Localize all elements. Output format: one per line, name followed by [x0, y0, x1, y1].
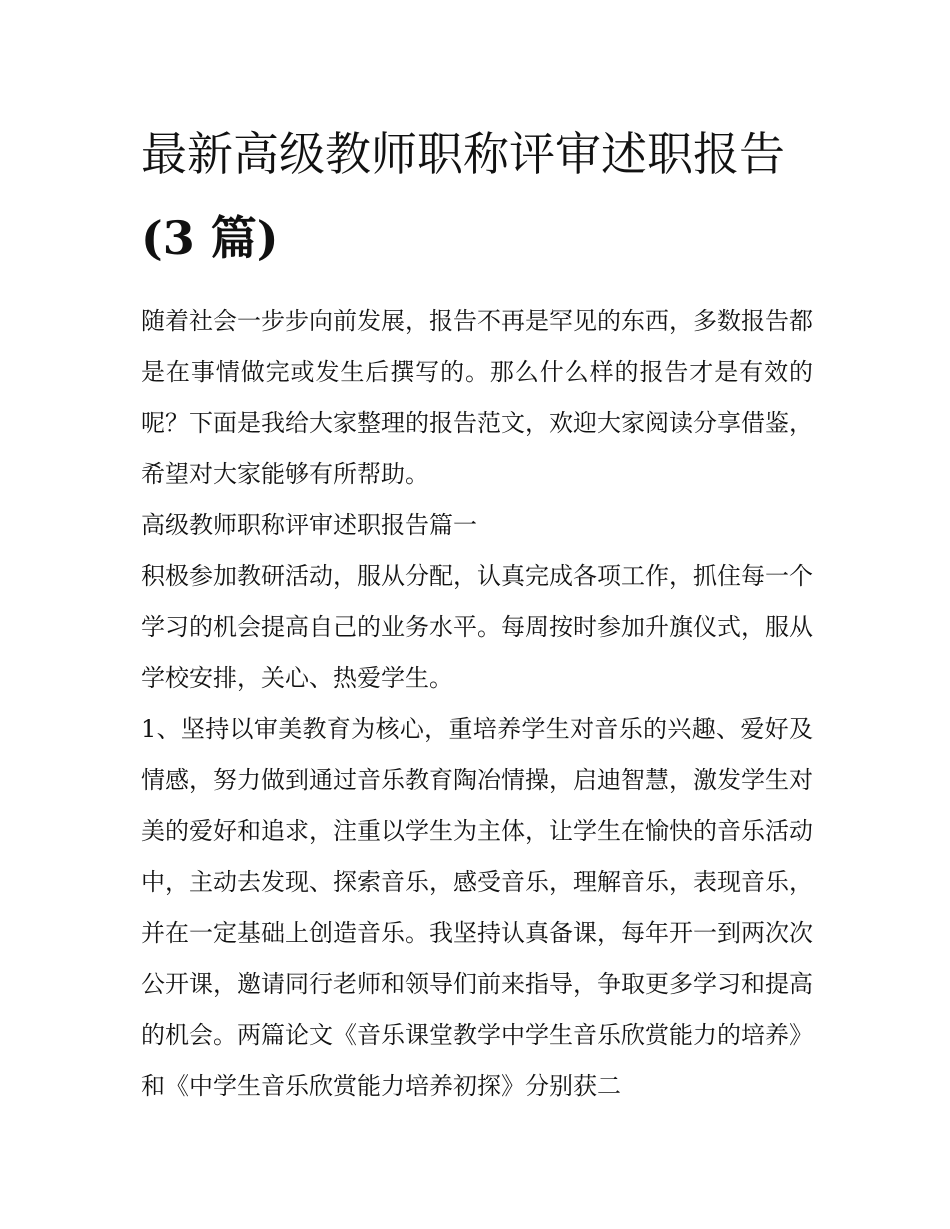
body-paragraph: 积极参加教研活动，服从分配，认真完成各项工作，抓住每一个学习的机会提高自己的业务水平。每周按时参加升旗仪式，服从学校安排，关心、热爱学生。: [141, 562, 813, 692]
section-heading: 高级教师职称评审述职报告篇一: [141, 511, 477, 539]
intro-paragraph: 随着社会一步步向前发展，报告不再是罕见的东西，多数报告都是在事情做完或发生后撰写的。那么什么样的报告才是有效的呢？下面是我给大家整理的报告范文，欢迎大家阅读分享借鉴，希望对大家能够有所帮助。: [141, 307, 813, 488]
document-title: [141, 112, 813, 280]
document-title-suffix: (3 篇): [141, 211, 279, 265]
body-paragraph: 1、坚持以审美教育为核心，重培养学生对音乐的兴趣、爱好及情感，努力做到通过音乐教育陶冶情操，启迪智慧，激发学生对美的爱好和追求，注重以学生为主体，让学生在愉快的音乐活动中，主动去发现、探索音乐，感受音乐，理解音乐，表现音乐，并在一定基础上创造音乐。我坚持认真备课，每年开一到两次次公开课，邀请同行老师和领导们前来指导，争取更多学习和提高的机会。两篇论文《音乐课堂教学中学生音乐欣赏能力的培养》和《中学生音乐欣赏能力培养初探》分别获二: [141, 715, 813, 1100]
document-title-main: 最新高级教师职称评审述职报告: [141, 127, 785, 181]
document-content: [141, 112, 813, 1112]
document-body: [141, 296, 813, 1112]
